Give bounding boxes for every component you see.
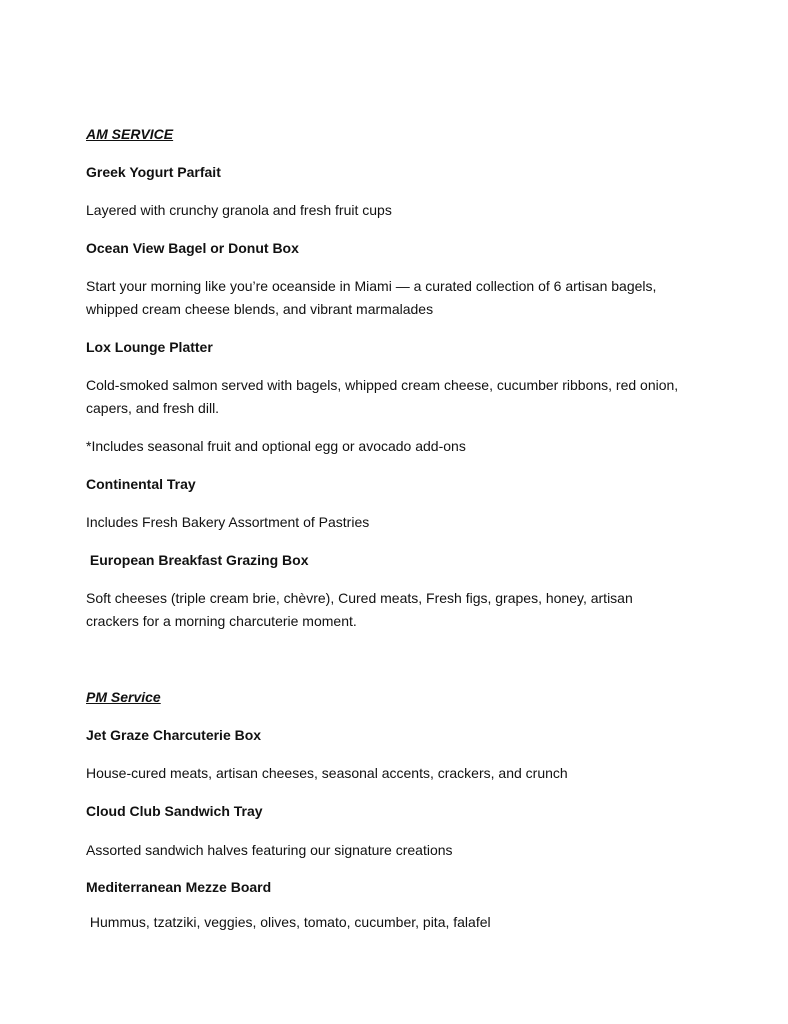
item-description-ocean-view-bagel-box-line-2: whipped cream cheese blends, and vibrant marmalades xyxy=(86,301,434,317)
item-description-greek-yogurt-parfait: Layered with crunchy granola and fresh fruit cups xyxy=(86,202,392,218)
item-description-ocean-view-bagel-box-line-1: Start your morning like you’re oceanside in Miami — a curated collection of 6 artisan bagels, xyxy=(86,278,657,294)
item-description-european-breakfast-grazing-box-line-1: Soft cheeses (triple cream brie, chèvre), Cured meats, Fresh figs, grapes, honey, artisan xyxy=(86,590,633,606)
am-service-heading: AM SERVICE xyxy=(86,126,174,142)
item-note-lox-lounge-platter: *Includes seasonal fruit and optional egg or avocado add-ons xyxy=(86,438,466,454)
item-title-continental-tray: Continental Tray xyxy=(86,476,196,492)
item-description-cloud-club-sandwich-tray: Assorted sandwich halves featuring our signature creations xyxy=(86,842,453,858)
item-title-mediterranean-mezze-board: Mediterranean Mezze Board xyxy=(86,879,272,895)
pm-service-heading: PM Service xyxy=(86,689,161,705)
item-description-jet-graze-charcuterie-box: House-cured meats, artisan cheeses, seasonal accents, crackers, and crunch xyxy=(86,765,568,781)
item-title-lox-lounge-platter: Lox Lounge Platter xyxy=(86,339,213,355)
item-description-european-breakfast-grazing-box-line-2: crackers for a morning charcuterie moment. xyxy=(86,613,357,629)
item-title-ocean-view-bagel-box: Ocean View Bagel or Donut Box xyxy=(86,240,299,256)
item-description-lox-lounge-platter-line-1: Cold-smoked salmon served with bagels, whipped cream cheese, cucumber ribbons, red onion, xyxy=(86,377,679,393)
item-title-greek-yogurt-parfait: Greek Yogurt Parfait xyxy=(86,164,221,180)
item-description-mediterranean-mezze-board: Hummus, tzatziki, veggies, olives, tomato, cucumber, pita, falafel xyxy=(86,914,491,930)
item-description-lox-lounge-platter-line-2: capers, and fresh dill. xyxy=(86,400,220,416)
item-description-continental-tray: Includes Fresh Bakery Assortment of Pastries xyxy=(86,514,370,530)
item-title-european-breakfast-grazing-box: European Breakfast Grazing Box xyxy=(86,552,309,568)
item-title-cloud-club-sandwich-tray: Cloud Club Sandwich Tray xyxy=(86,803,263,819)
item-title-jet-graze-charcuterie-box: Jet Graze Charcuterie Box xyxy=(86,727,262,743)
